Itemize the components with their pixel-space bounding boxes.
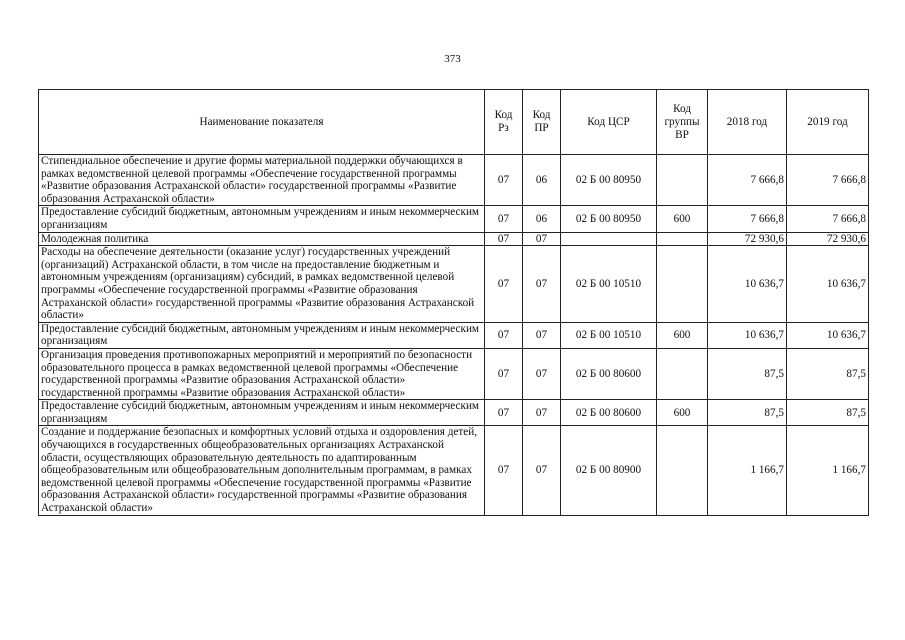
row-vr: 600 [657, 400, 708, 426]
row-vr [657, 348, 708, 399]
row-vr [657, 426, 708, 515]
row-pr: 06 [523, 206, 561, 232]
table-row [39, 400, 869, 426]
row-2019: 87,5 [787, 400, 869, 426]
row-pr: 07 [523, 348, 561, 399]
table-row [39, 232, 869, 246]
budget-table [38, 89, 869, 516]
row-pr: 06 [523, 155, 561, 206]
header-vr-line2: группы [664, 115, 700, 128]
row-2018: 72 930,6 [708, 232, 787, 246]
header-vr [657, 90, 708, 155]
row-name: Молодежная политика [39, 232, 485, 246]
row-2019: 7 666,8 [787, 206, 869, 232]
header-rz-line2: Рз [498, 122, 509, 134]
row-2019: 10 636,7 [787, 246, 869, 323]
row-rz: 07 [485, 155, 523, 206]
row-2018: 87,5 [708, 400, 787, 426]
row-pr: 07 [523, 232, 561, 246]
row-pr: 07 [523, 322, 561, 348]
header-pr-line2: ПР [534, 122, 549, 134]
row-name: Расходы на обеспечение деятельности (оказание услуг) государственных учреждений (организаций) Астраханской области, в том числе на предоставление бюджетным и автономным учреждениям (организациям) субсидий, в рамках ведомственной целевой программы «Обеспечение государственной программы «Развитие образования Астраханской области» государственной программы «Развитие образования Астраханской области» [39, 246, 485, 323]
table-row [39, 246, 869, 323]
row-rz: 07 [485, 232, 523, 246]
row-vr [657, 155, 708, 206]
table-row [39, 322, 869, 348]
row-vr: 600 [657, 322, 708, 348]
table-row [39, 155, 869, 206]
row-2019: 72 930,6 [787, 232, 869, 246]
row-csr: 02 Б 00 80950 [561, 155, 657, 206]
header-vr-line1: Код [673, 102, 691, 115]
row-2019: 87,5 [787, 348, 869, 399]
row-csr: 02 Б 00 80950 [561, 206, 657, 232]
table-row [39, 426, 869, 515]
row-2018: 7 666,8 [708, 206, 787, 232]
row-name: Создание и поддержание безопасных и комфортных условий отдыха и оздоровления детей, обучающихся в государственных общеобразовательных организациях Астраханской области, осуществляющих образовательную деятельность по адаптированным общеобразовательным или общеобразовательным дополнительным программам, в рамках ведомственной целевой программы «Обеспечение государственной программы «Развитие образования Астраханской области» государственной программы «Развитие образования Астраханской области» [39, 426, 485, 515]
row-2019: 10 636,7 [787, 322, 869, 348]
row-rz: 07 [485, 426, 523, 515]
row-name: Предоставление субсидий бюджетным, автономным учреждениям и иным некоммерческим организациям [39, 206, 485, 232]
row-vr [657, 246, 708, 323]
page-number: 373 [444, 53, 461, 65]
header-2019: 2019 год [787, 90, 869, 155]
header-pr-line1: Код [532, 109, 551, 121]
header-name: Наименование показателя [39, 90, 485, 155]
row-rz: 07 [485, 400, 523, 426]
row-2018: 87,5 [708, 348, 787, 399]
table-row [39, 348, 869, 399]
table-header-row [39, 90, 869, 155]
row-csr: 02 Б 00 80900 [561, 426, 657, 515]
row-vr [657, 232, 708, 246]
row-csr: 02 Б 00 10510 [561, 322, 657, 348]
table-row [39, 206, 869, 232]
row-pr: 07 [523, 426, 561, 515]
row-vr: 600 [657, 206, 708, 232]
header-rz-line1: Код [494, 109, 513, 121]
row-name: Предоставление субсидий бюджетным, автономным учреждениям и иным некоммерческим организациям [39, 322, 485, 348]
row-csr: 02 Б 00 80600 [561, 400, 657, 426]
row-csr [561, 232, 657, 246]
row-name: Предоставление субсидий бюджетным, автономным учреждениям и иным некоммерческим организациям [39, 400, 485, 426]
row-rz: 07 [485, 348, 523, 399]
header-csr: Код ЦСР [561, 90, 657, 155]
row-2018: 10 636,7 [708, 322, 787, 348]
row-2019: 7 666,8 [787, 155, 869, 206]
row-name: Организация проведения противопожарных мероприятий и мероприятий по безопасности образовательного процесса в рамках ведомственной целевой программы «Обеспечение государственной программы «Развитие образования Астраханской области» государственной программы «Развитие образования Астраханской области» [39, 348, 485, 399]
header-vr-line3: ВР [675, 128, 689, 141]
header-2018: 2018 год [708, 90, 787, 155]
row-csr: 02 Б 00 10510 [561, 246, 657, 323]
row-csr: 02 Б 00 80600 [561, 348, 657, 399]
row-rz: 07 [485, 322, 523, 348]
row-name: Стипендиальное обеспечение и другие формы материальной поддержки обучающихся в рамках ведомственной целевой программы «Обеспечение государственной программы «Развитие образования Астраханской области» государственной программы «Развитие образования Астраханской области» [39, 155, 485, 206]
row-pr: 07 [523, 400, 561, 426]
row-2018: 10 636,7 [708, 246, 787, 323]
row-rz: 07 [485, 206, 523, 232]
row-2019: 1 166,7 [787, 426, 869, 515]
row-rz: 07 [485, 246, 523, 323]
header-rz [485, 90, 523, 155]
header-pr [523, 90, 561, 155]
row-2018: 7 666,8 [708, 155, 787, 206]
row-2018: 1 166,7 [708, 426, 787, 515]
row-pr: 07 [523, 246, 561, 323]
